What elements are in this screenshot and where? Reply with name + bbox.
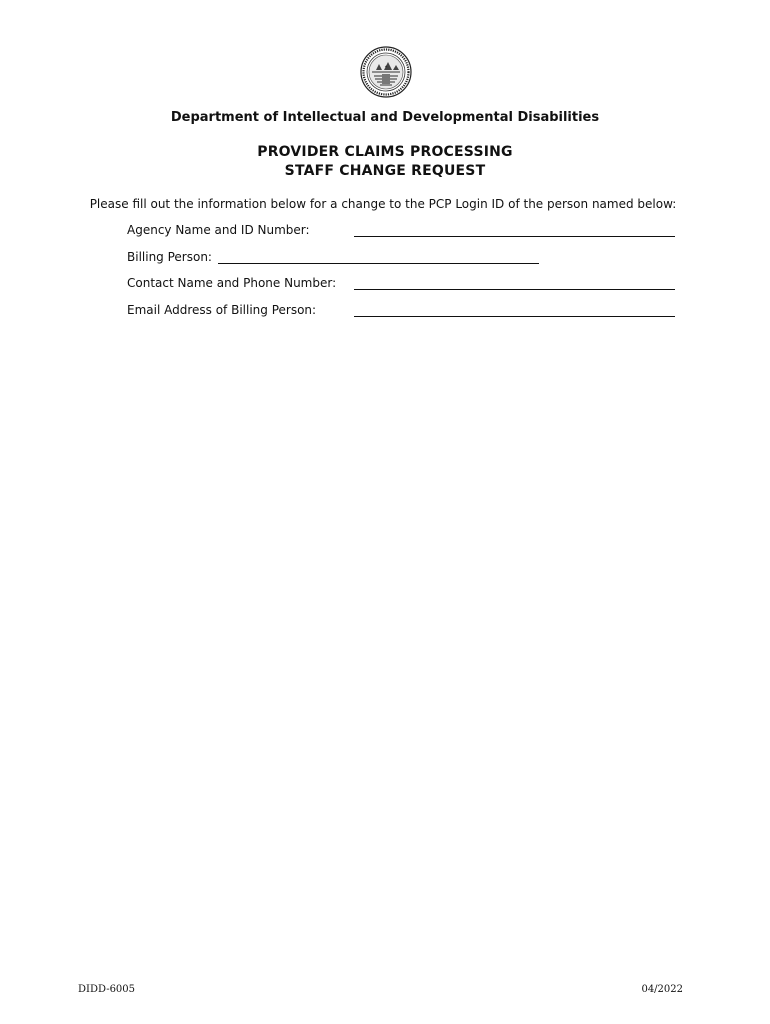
- svg-text:✦: ✦: [384, 64, 388, 69]
- form-revision-date: 04/2022: [641, 984, 683, 995]
- billing-email-label: Email Address of Billing Person:: [127, 303, 317, 317]
- billing-person-label: Billing Person:: [127, 250, 212, 264]
- contact-name-phone-field[interactable]: [354, 289, 675, 290]
- department-name: Department of Intellectual and Developmental Disabilities: [170, 110, 600, 125]
- agency-name-label: Agency Name and ID Number:: [127, 223, 310, 237]
- billing-email-field[interactable]: [354, 316, 675, 317]
- form-id: DIDD-6005: [78, 984, 136, 995]
- instructions-text: Please fill out the information below for a change to the PCP Login ID of the person named below:: [89, 197, 677, 211]
- form-title-line-1: PROVIDER CLAIMS PROCESSING: [257, 144, 513, 160]
- contact-name-phone-label: Contact Name and Phone Number:: [127, 276, 337, 290]
- agency-name-field[interactable]: [354, 236, 675, 237]
- state-seal-icon: [360, 46, 412, 98]
- form-title-line-2: STAFF CHANGE REQUEST: [284, 163, 486, 179]
- billing-person-field[interactable]: [218, 263, 539, 264]
